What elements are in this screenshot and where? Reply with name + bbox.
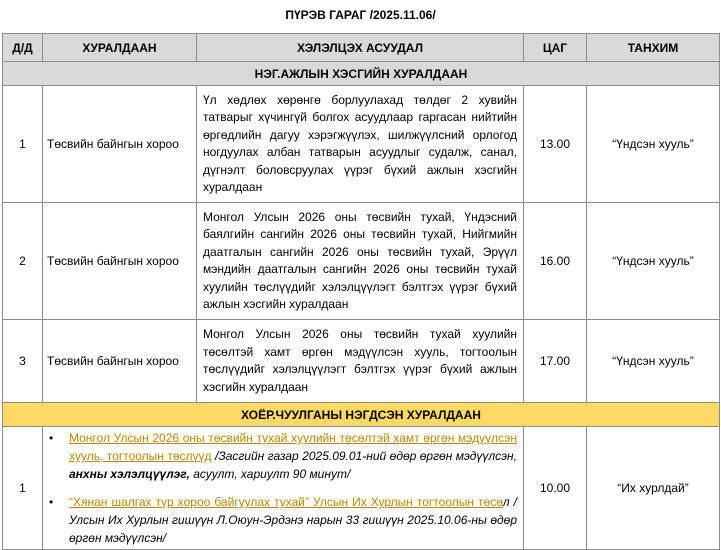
- table-row: [3, 320, 720, 403]
- agenda-list: [47, 429, 517, 547]
- row-room: “Үндсэн хууль”: [587, 203, 720, 320]
- header-row: [3, 34, 720, 62]
- row-time: 16.00: [524, 203, 587, 320]
- row-room: “Их хурлдай”: [587, 427, 720, 550]
- row-num: 2: [3, 203, 43, 320]
- agenda-note: л / Улсын Их Хурлын гишүүн Л.Оюун-Эрдэнэ нарын 33 гишүүн 2025.10.06-ны өдөр өргөн мэдүүлсэн/: [69, 495, 517, 545]
- agenda-note-bold: анхны хэлэлцүүлэг,: [69, 467, 190, 481]
- page-title: ПҮРЭВ ГАРАГ /2025.11.06/: [285, 8, 436, 22]
- row-num: 1: [3, 86, 43, 203]
- row-time: 17.00: [524, 320, 587, 403]
- row-issue: Монгол Улсын 2026 оны төсвийн тухай, Үндэсний баялгийн сангийн 2026 оны төсвийн тухай, Нийгмийн даатгалын сангийн 2026 оны төсвийн тухай, Эрүүл мэндийн даатгалын сангийн 2026 оны төсвийн тухай хуулийн төслүүдийг хэлэлцүүлэгт бэлтгэх үүрэг бүхий ажлын хэсгийн хуралдаан: [197, 203, 524, 320]
- section-working-group: [3, 62, 720, 86]
- row-issue: Үл хөдлөх хөрөнгө борлуулахад төлдөг 2 хувийн татварыг хүчингүй болгох асуудлаар гаргасан нийтийн өргөдлийн дагуу хэрэгжүүлэх, шилжүүлсний орлогод ногдуулах албан татварын асуудлыг судалж, санал, дүгнэлт боловсруулах үүрэг бүхий ажлын хэсгийн хуралдаан: [197, 86, 524, 203]
- row-committee: Төсвийн байнгын хороо: [43, 320, 197, 403]
- section-plenary: [3, 403, 720, 427]
- section-title: ХОЁР.ЧУУЛГАНЫ НЭГДСЭН ХУРАЛДААН: [3, 403, 720, 427]
- plenary-agenda: [43, 427, 524, 550]
- header-room: ТАНХИМ: [587, 34, 720, 62]
- header-time: ЦАГ: [524, 34, 587, 62]
- agenda-note: /Засгийн газар 2025.09.01-ний өдөр өргөн мэдүүлсэн,: [211, 449, 517, 463]
- row-committee: Төсвийн байнгын хороо: [43, 86, 197, 203]
- header-num: Д/Д: [3, 34, 43, 62]
- table-row: [3, 203, 720, 320]
- row-time: 13.00: [524, 86, 587, 203]
- table-row: [3, 86, 720, 203]
- table-row: [3, 427, 720, 550]
- row-time: 10.00: [524, 427, 587, 550]
- agenda-spacer: [61, 483, 517, 493]
- agenda-link-inquiry-committee[interactable]: “Хянан шалгах түр хороо байгуулах тухай” Улсын Их Хурлын тогтоолын төсө: [69, 495, 503, 509]
- agenda-item: [61, 429, 517, 483]
- schedule-table: [2, 33, 720, 550]
- row-issue: Монгол Улсын 2026 оны төсвийн тухай хуулийн төсөлтэй хамт өргөн мэдүүлсэн хууль, тогтоолын төслүүдийг хэлэлцүүлэгт бэлтгэх үүрэг бүхий ажлын хэсгийн хуралдаан: [197, 320, 524, 403]
- header-issue: ХЭЛЭЛЦЭХ АСУУДАЛ: [197, 34, 524, 62]
- row-committee: Төсвийн байнгын хороо: [43, 203, 197, 320]
- row-room: “Үндсэн хууль”: [587, 320, 720, 403]
- row-num: 3: [3, 320, 43, 403]
- header-committee: ХУРАЛДААН: [43, 34, 197, 62]
- row-room: “Үндсэн хууль”: [587, 86, 720, 203]
- agenda-item: [61, 493, 517, 547]
- row-num: 1: [3, 427, 43, 550]
- agenda-note-tail: асуулт, хариулт 90 минут/: [189, 467, 351, 481]
- section-title: НЭГ.АЖЛЫН ХЭСГИЙН ХУРАЛДААН: [3, 62, 720, 86]
- agenda-link-budget-law[interactable]: Монгол Улсын 2026 оны төсвийн тухай хуулийн төсөлтэй хамт өргөн мэдүүлсэн хууль, тогтоолын төслүүд: [69, 431, 517, 463]
